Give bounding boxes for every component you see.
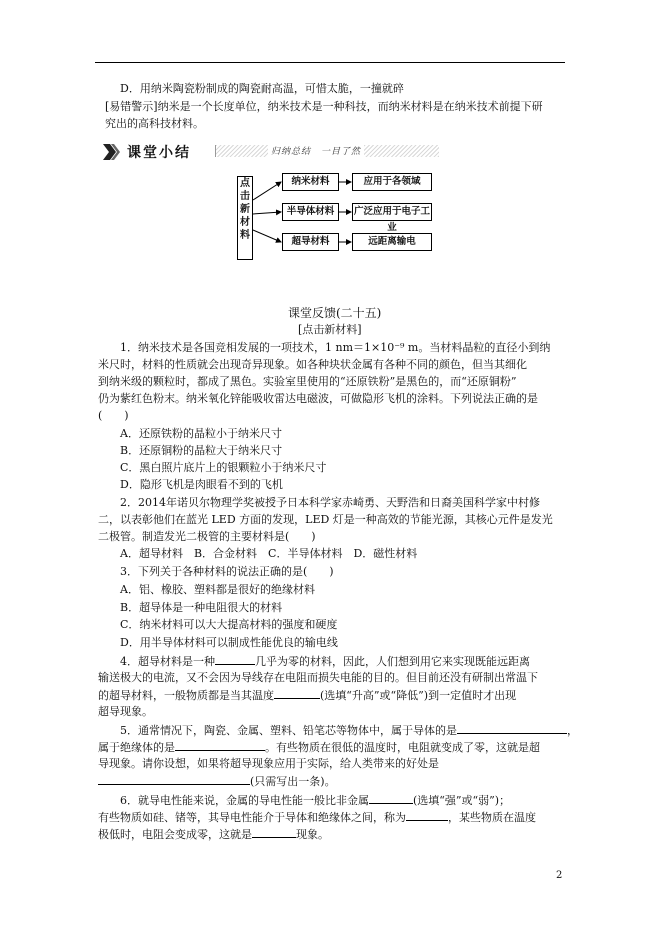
q2-line-1: 2．2014年诺贝尔物理学奖被授予日本科学家赤崎勇、天野浩和日裔美国科学家中村修 — [120, 496, 540, 509]
q5-text-4b: (只需写出一条)。 — [250, 775, 336, 788]
q5-text-2b: 。有些物质在很低的温度时，电阻就变成了零，这就是超 — [265, 741, 540, 754]
node-nano-use: 应用于各领域 — [352, 173, 432, 191]
q1-option-b: B．还原铜粉的晶粒大于纳米尺寸 — [120, 444, 283, 457]
warning-text-1: [易错警示]纳米是一个长度单位，纳米技术是一种科技，而纳米材料是在纳米技术前提下研 — [105, 100, 543, 113]
q6-line-3 — [98, 826, 329, 843]
q5-blank-1[interactable] — [457, 722, 567, 734]
q6-blank-2[interactable] — [406, 809, 448, 821]
q5-blank-2[interactable] — [175, 739, 265, 751]
q6-text-2a: 有些物质如硅、锗等，其导电性能介于导体和绝缘体之间，称为 — [98, 811, 406, 824]
q6-blank-1[interactable] — [369, 792, 413, 804]
q4-blank-1[interactable] — [215, 653, 255, 665]
summary-title: 课堂小结 — [127, 145, 191, 161]
q6-line-2 — [98, 809, 536, 826]
node-nano-material: 纳米材料 — [282, 173, 339, 191]
q1-option-d: D．隐形飞机是肉眼看不到的飞机 — [120, 478, 283, 491]
q2-line-3: 二极管。制造发光二极管的主要材料是( ) — [98, 530, 316, 543]
q1-option-a: A．还原铁粉的晶粒小于纳米尺寸 — [120, 427, 282, 440]
q4-line-2: 输送极大的电流，又不会因为导线存在电阻而损失电能的目的。但目前还没有研制出常温下 — [98, 671, 538, 684]
q3-option-c: C．纳米材料可以大大提高材料的强度和硬度 — [120, 618, 338, 631]
q3-option-d: D．用半导体材料可以制成性能优良的输电线 — [120, 636, 338, 649]
option-d-line: D．用纳米陶瓷粉制成的陶瓷耐高温，可惜太脆，一撞就碎 — [120, 82, 404, 95]
q3-stem: 3．下列关于各种材料的说法正确的是( ) — [120, 565, 334, 578]
q6-text-3a: 极低时，电阻会变成零，这就是 — [98, 828, 252, 841]
q4-text-3a: 的超导材料，一般物质都是当其温度 — [98, 689, 274, 702]
q4-blank-2[interactable] — [274, 687, 320, 699]
q5-text-2a: 属于绝缘体的是 — [98, 741, 175, 754]
summary-subtitle: 归纳总结 一目了然 — [268, 144, 364, 157]
q6-text-2b: ，某些物质在温度 — [448, 811, 536, 824]
node-semiconductor-use: 广泛应用于电子工业 — [352, 203, 432, 221]
q5-text-1a: 5．通常情况下，陶瓷、金属、塑料、铅笔芯等物体中，属于导体的是 — [120, 724, 457, 737]
q1-line-4: 仍为紫红色粉末。纳米氧化锌能吸收雷达电磁波，可做隐形飞机的涂料。下列说法正确的是 — [98, 392, 538, 405]
q4-line-3 — [98, 687, 516, 704]
q1-line-1: 1．纳米技术是各国竞相发展的一项技术，1 nm＝1×10⁻⁹ m。当材料晶粒的直径小到纳 — [120, 341, 551, 354]
q5-line-4 — [98, 773, 336, 790]
q6-text-3b: 现象。 — [296, 828, 329, 841]
q6-text-1b: (选填“强”或“弱”)； — [413, 794, 511, 807]
warning-text-2: 究出的高科技材料。 — [105, 117, 204, 130]
q4-line-4: 超导现象。 — [98, 705, 153, 718]
q6-text-1a: 6．就导电性能来说，金属的导电性能一般比非金属 — [120, 794, 369, 807]
node-superconductor-material: 超导材料 — [282, 233, 339, 251]
node-superconductor-use: 远距离输电 — [352, 233, 432, 251]
q1-line-2: 米尺时，材料的性质就会出现奇异现象。如各种块状金属有各种不同的颜色，但当其细化 — [98, 358, 527, 371]
q1-option-c: C．黑白照片底片上的银颗粒小于纳米尺寸 — [120, 461, 327, 474]
q5-text-1b: ， — [567, 724, 578, 737]
concept-diagram — [232, 170, 462, 258]
q1-line-5: ( ) — [98, 409, 129, 422]
q3-option-a: A．铝、橡胶、塑料都是很好的绝缘材料 — [120, 583, 315, 596]
q6-blank-3[interactable] — [252, 826, 296, 838]
header-rule — [95, 62, 565, 63]
feedback-subtitle: [点击新材料] — [298, 323, 362, 336]
page-number: 2 — [556, 870, 563, 881]
q2-line-2: 二，以表彰他们在蓝光 LED 方面的发现，LED 灯是一种高效的节能光源，其核心元件是发光 — [98, 513, 553, 526]
q5-blank-3[interactable] — [98, 773, 250, 785]
q4-text-1b: 几乎为零的材料，因此，人们想到用它来实现既能远距离 — [255, 655, 530, 668]
q4-line-1 — [120, 653, 530, 670]
q1-line-3: 到纳米级的颗粒时，都成了黑色。实验室里使用的“还原铁粉”是黑色的，而“还原铜粉” — [98, 375, 517, 388]
q5-line-1 — [120, 722, 578, 739]
summary-banner — [103, 141, 438, 163]
diagram-center-label: 点击新材料 — [237, 176, 253, 260]
q3-option-b: B．超导体是一种电阻很大的材料 — [120, 601, 283, 614]
node-semiconductor-material: 半导体材料 — [282, 203, 339, 221]
chevron-icon — [103, 144, 121, 160]
q4-text-1a: 4．超导材料是一种 — [120, 655, 215, 668]
q2-options: A．超导材料 B．合金材料 C．半导体材料 D．磁性材料 — [120, 547, 418, 560]
feedback-title: 课堂反馈(二十五) — [288, 306, 382, 320]
q5-line-3: 导现象。请你设想，如果将超导现象应用于实际，给人类带来的好处是 — [98, 757, 439, 770]
q4-text-3b: (选填“升高”或“降低”)到一定值时才出现 — [320, 689, 517, 702]
q5-line-2 — [98, 739, 540, 756]
q6-line-1 — [120, 792, 510, 809]
